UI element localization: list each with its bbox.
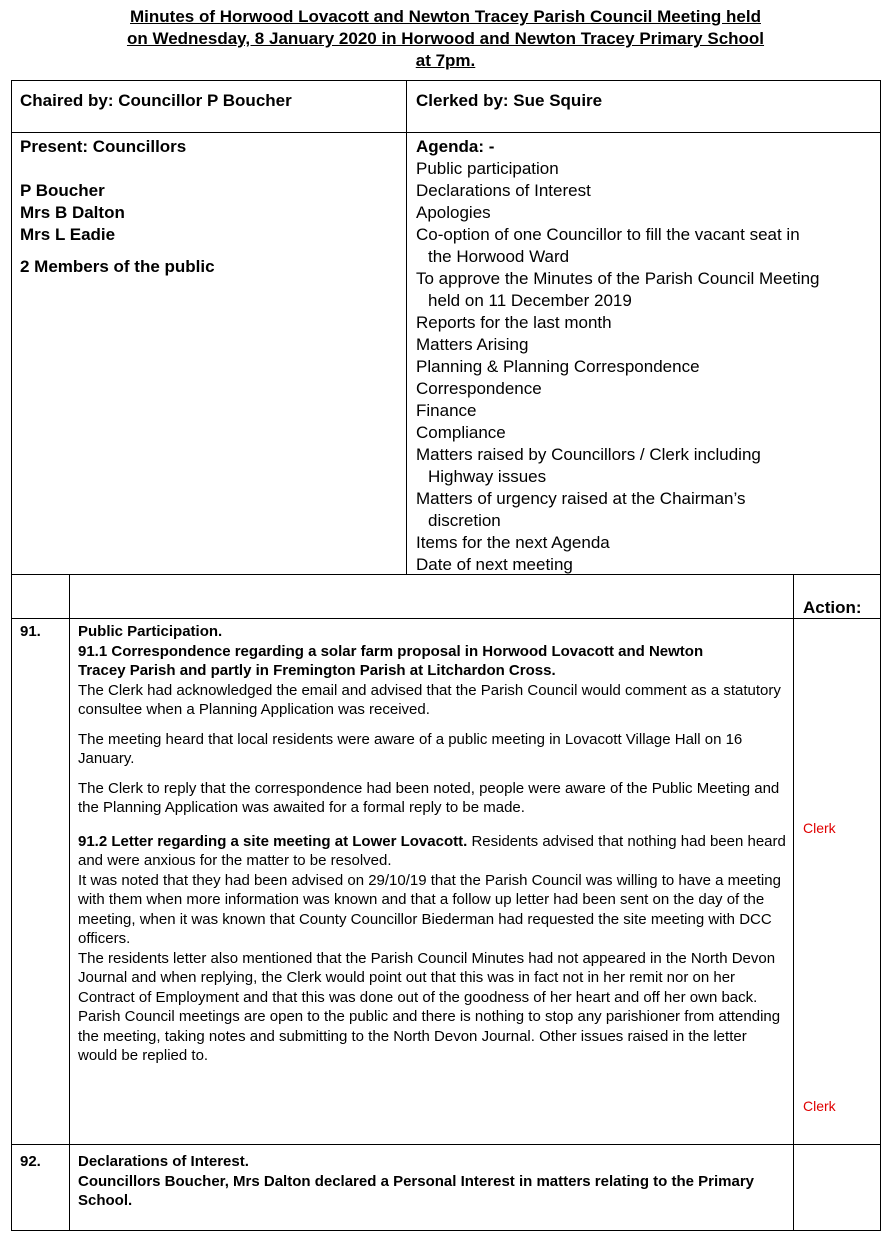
header-table-divider xyxy=(406,80,407,575)
present-heading: Present: Councillors xyxy=(20,137,187,156)
agenda-item xyxy=(416,356,878,378)
clerked-by: Clerked by: Sue Squire xyxy=(416,91,603,110)
agenda-item xyxy=(416,158,878,180)
agenda-item-text: Co-option of one Councillor to fill the vacant seat in xyxy=(416,225,800,244)
agenda-item xyxy=(416,554,878,576)
present-section xyxy=(20,136,215,278)
agenda-item-text: Public participation xyxy=(416,159,559,178)
agenda-item xyxy=(416,180,878,202)
item-91-heading: Public Participation. xyxy=(78,623,223,640)
item-91-1-paragraph-3: The Clerk to reply that the correspondence had been noted, people were aware of the Public Meeting and the Planning Application was awaited for a formal reply to be made. xyxy=(78,779,780,816)
agenda-item xyxy=(416,334,878,356)
agenda-section xyxy=(416,136,878,576)
agenda-item-text: Reports for the last month xyxy=(416,313,612,332)
minutes-title xyxy=(0,6,891,72)
action-clerk-2: Clerk xyxy=(803,1098,836,1114)
item-92-number: 92. xyxy=(20,1153,41,1170)
agenda-item xyxy=(416,488,878,532)
item-91-2-paragraph-2: The residents letter also mentioned that the Parish Council Minutes had not appeared in the North Devon Journal and when replying, the Clerk would point out that this was in fact not in her remit nor on her Contract of Employment and that this was done out of the goodness of her heart and off her own back. Parish Council meetings are open to the public and there is nothing to stop any parishioner from attending the meeting, taking notes and submitting to the North Devon Journal. Other issues raised in the letter would be replied to. xyxy=(78,949,781,1064)
action-column-header: Action: xyxy=(803,598,862,617)
agenda-item-text: Matters of urgency raised at the Chairman’s xyxy=(416,489,746,508)
title-line-2: on Wednesday, 8 January 2020 in Horwood and Newton Tracey Primary School xyxy=(126,29,765,48)
minutes-action-column-line xyxy=(793,575,794,1231)
item-91-2-block xyxy=(78,832,786,871)
item-92-content xyxy=(78,1152,758,1211)
header-table-row-divider xyxy=(11,132,881,133)
minutes-header-divider xyxy=(11,618,881,619)
item-91-2-paragraph-1: It was noted that they had been advised on 29/10/19 that the Parish Council was willing to have a meeting with them when more information was known and that a follow up letter had been sent on the day of the meeting, when it was known that County Councillor Biederman had requested the site meeting with DCC officers. xyxy=(78,871,781,947)
agenda-item-text: Correspondence xyxy=(416,379,542,398)
agenda-item-text: To approve the Minutes of the Parish Council Meeting xyxy=(416,269,820,288)
agenda-item-continuation: the Horwood Ward xyxy=(428,247,570,266)
item-91-1-paragraph-1: The Clerk had acknowledged the email and advised that the Parish Council would comment as a statutory consultee when a Planning Application was received. xyxy=(78,681,781,718)
item-91-2-text: Residents advised that nothing had been heard and were anxious for the matter to be resolved. xyxy=(78,832,786,869)
item-91-2-heading: 91.2 Letter regarding a site meeting at Lower Lovacott. xyxy=(78,832,468,850)
present-members-list xyxy=(20,180,215,246)
title-line-1: Minutes of Horwood Lovacott and Newton Tracey Parish Council Meeting held xyxy=(130,7,761,26)
chaired-by: Chaired by: Councillor P Boucher xyxy=(20,91,292,110)
agenda-item-text: Compliance xyxy=(416,423,506,442)
agenda-item-text: Apologies xyxy=(416,203,491,222)
item-91-1-heading: 91.1 Correspondence regarding a solar farm proposal in Horwood Lovacott and Newton Tracey Parish and partly in Fremington Parish at Litchardon Cross. xyxy=(78,642,704,679)
item-91-number: 91. xyxy=(20,623,41,640)
agenda-item-text: Matters raised by Councillors / Clerk including xyxy=(416,445,761,464)
agenda-item-text: Finance xyxy=(416,401,477,420)
agenda-item xyxy=(416,312,878,334)
agenda-item xyxy=(416,378,878,400)
agenda-item xyxy=(416,268,878,312)
title-line-3: at 7pm. xyxy=(415,51,476,70)
item-92-text: Councillors Boucher, Mrs Dalton declared a Personal Interest in matters relating to the Primary School. xyxy=(78,1172,755,1209)
agenda-item-text: Matters Arising xyxy=(416,335,529,354)
present-member: Mrs B Dalton xyxy=(20,203,125,222)
item-91-content xyxy=(78,622,786,1066)
agenda-heading: Agenda: - xyxy=(416,137,495,156)
members-of-public: 2 Members of the public xyxy=(20,257,215,276)
agenda-item xyxy=(416,224,878,268)
agenda-item-text: Declarations of Interest xyxy=(416,181,591,200)
agenda-item-continuation: Highway issues xyxy=(428,467,547,486)
agenda-item xyxy=(416,400,878,422)
agenda-item xyxy=(416,532,878,554)
agenda-item-text: Items for the next Agenda xyxy=(416,533,610,552)
agenda-list xyxy=(416,158,878,576)
agenda-item xyxy=(416,422,878,444)
minutes-row-divider xyxy=(11,1144,881,1145)
agenda-item-text: Planning & Planning Correspondence xyxy=(416,357,700,376)
present-member: Mrs L Eadie xyxy=(20,225,116,244)
minutes-number-column-line xyxy=(69,575,70,1231)
action-clerk-1: Clerk xyxy=(803,820,836,836)
present-member: P Boucher xyxy=(20,181,105,200)
agenda-item xyxy=(416,202,878,224)
item-91-1-paragraph-2: The meeting heard that local residents were aware of a public meeting in Lovacott Village Hall on 16 January. xyxy=(78,730,743,767)
agenda-item-continuation: held on 11 December 2019 xyxy=(428,291,632,310)
item-92-heading: Declarations of Interest. xyxy=(78,1153,249,1170)
agenda-item-continuation: discretion xyxy=(428,511,501,530)
agenda-item xyxy=(416,444,878,488)
agenda-item-text: Date of next meeting xyxy=(416,555,573,574)
